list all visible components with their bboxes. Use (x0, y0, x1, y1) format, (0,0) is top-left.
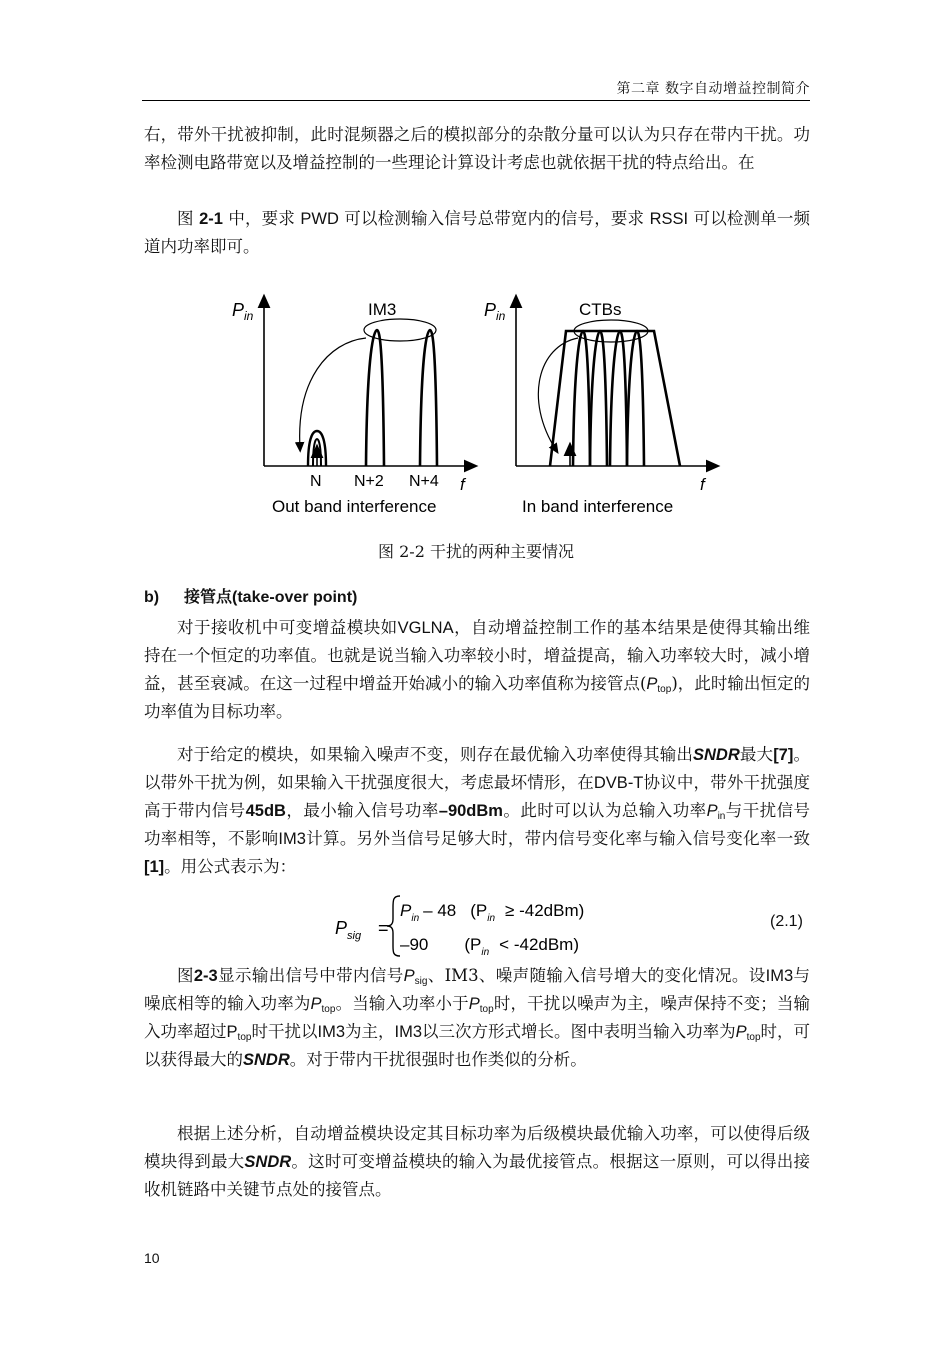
interference-figure (228, 290, 728, 525)
im3-peak-n4 (420, 330, 437, 466)
eq-row-2: –90 $(P_{in} < -42dBm)$ (400, 935, 580, 958)
ctb-peak-4 (627, 331, 644, 466)
paragraph-3: 对于接收机中可变增益模块如VGLNA，自动增益控制工作的基本结果是使得其输出维持在一个恒定的功率值。也就是说当输入功率较小时，增益提高，输入功率较大时，减小增益，甚至衰减。在这一过程中增益开始减小的输入功率值称为接管点$(P_{top})$，此时输出恒定的功率值为目标功率。 (144, 618, 811, 721)
paragraph-1: 右，带外干扰被抑制，此时混频器之后的模拟部分的杂散分量可以认为只存在带内干扰。功率检测电路带宽以及增益控制的一些理论计算设计考虑也就依据干扰的特点给出。在 (144, 125, 810, 172)
ctb-peak-3 (610, 331, 627, 466)
header-rule (142, 100, 810, 101)
paragraph-4: 对于给定的模块，如果输入噪声不变，则存在最优输入功率使得其输出SNDR最大[7]。以带外干扰为例，如果输入干扰强度很大，考虑最坏情形，在DVB-T协议中，带外干扰强度高于带内信号45dB，最小输入信号功率–90dBm。此时可以认为总输入功率$P_{in}$与干扰信号功率相等，不影响IM3计算。另外当信号足够大时，带内信号变化率与输入信号变化率一致[1]。用公式表示为： (144, 745, 811, 876)
running-header: 第二章 数字自动增益控制简介 (616, 81, 810, 97)
right-peak-label: CTBs (579, 300, 622, 319)
tick-n4: N+4 (409, 473, 439, 490)
im3-ellipse (364, 319, 436, 341)
left-curved-arrow (300, 338, 366, 448)
equation-number: (2.1) (770, 913, 803, 930)
eq-equals: = (378, 918, 389, 938)
ctb-peak-1 (573, 331, 590, 466)
paragraph-5: 图2-3显示输出信号中带内信号$P_{sig}$、IM3、噪声随输入信号增大的变化情况。设IM3与噪底相等的输入功率为$P_{top}$。当输入功率小于$P_{top}$时，干扰以噪声为主，噪声保持不变；当输入功率超过$P_{top}$时干扰以IM3为主，IM3以三次方形式增长。图中表明当输入功率为$P_{top}$时，可以获得最大的SNDR。对于带内干扰很强时也作类似的分析。 (144, 966, 811, 1069)
right-y-label: $P_{in}$ (484, 300, 506, 323)
right-x-label: f (700, 475, 705, 494)
tick-n: N (310, 473, 322, 490)
section-heading: b) 接管点(take-over point) (144, 589, 358, 606)
tick-n2: N+2 (354, 473, 384, 490)
left-peak-label: IM3 (368, 300, 397, 319)
eq-lhs: $P_{sig}$ (335, 918, 362, 942)
right-subtitle: In band interference (522, 497, 674, 516)
im3-peak-n2 (366, 330, 384, 466)
paragraph-6: 根据上述分析，自动增益模块设定其目标功率为后级模块最优输入功率，可以使得后级模块得到最大SNDR。这时可变增益模块的输入为最优接管点。根据这一原则，可以得出接收机链路中关键节点处的接管点。 (144, 1124, 811, 1199)
eq-brace (387, 896, 400, 956)
page-number: 10 (144, 1250, 160, 1266)
out-band-plot (232, 300, 472, 516)
left-y-label: $P_{in}$ (232, 300, 254, 323)
ctb-peak-2 (590, 331, 607, 466)
figure-caption: 图 2-2 干扰的两种主要情况 (378, 542, 574, 561)
in-band-plot (484, 300, 714, 516)
eq-row-1: $P_{in} - 48$ $(P_{in} \ge -42dBm)$ (400, 901, 585, 924)
paragraph-2: 图 2-1 中，要求 PWD 可以检测输入信号总带宽内的信号，要求 RSSI 可以检测单一频道内功率即可。 (144, 209, 811, 256)
left-x-label: f (460, 475, 465, 494)
left-subtitle: Out band interference (272, 497, 437, 516)
equation-2-1 (320, 890, 810, 962)
